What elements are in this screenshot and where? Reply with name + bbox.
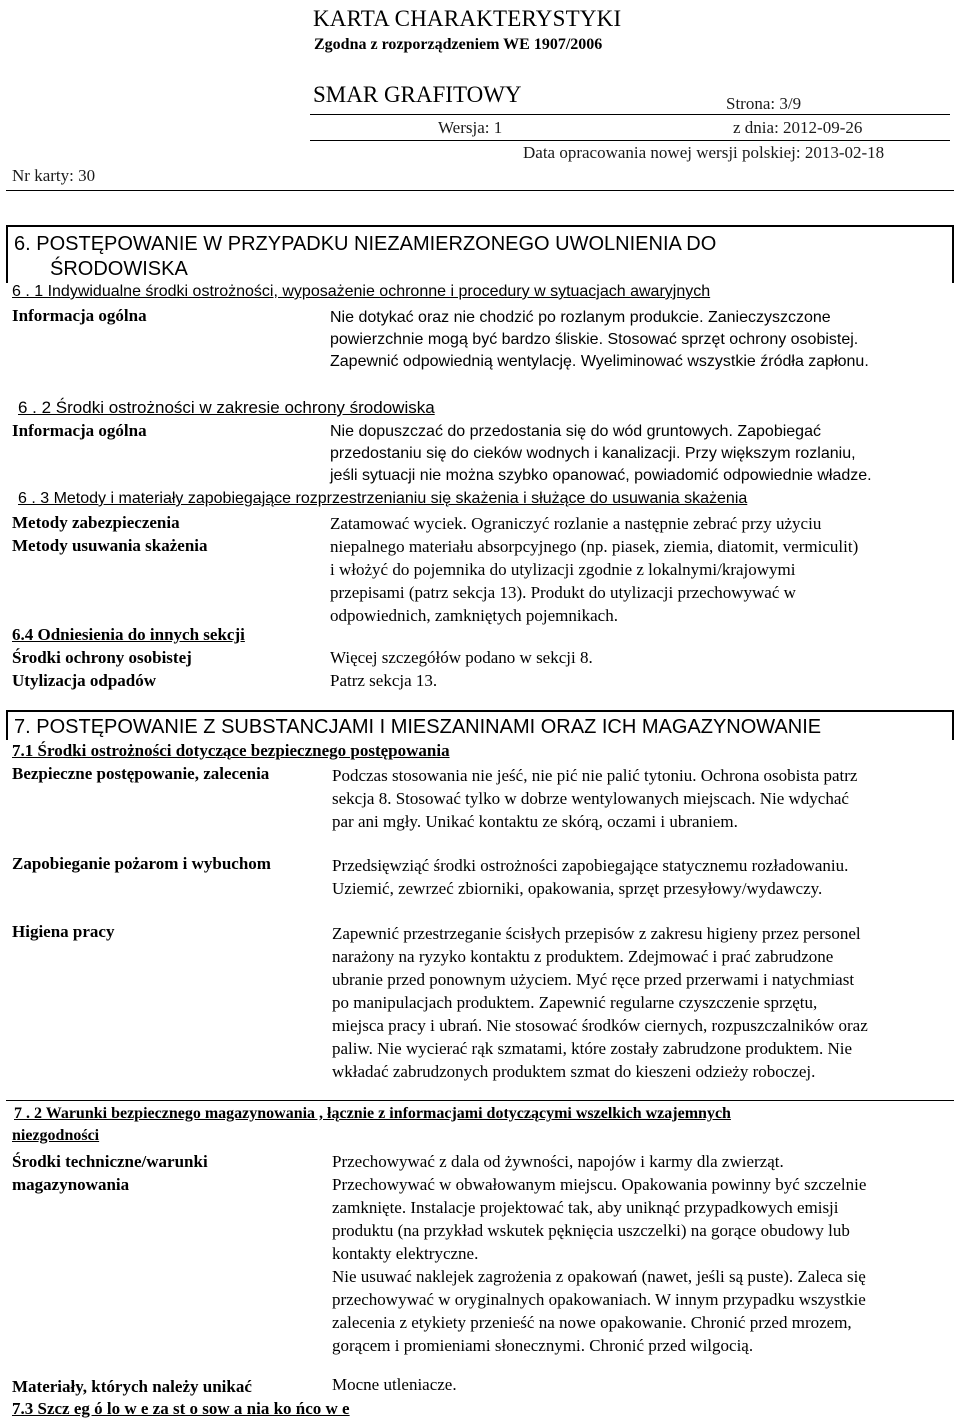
s63-label-cleanup: Metody usuwania skażenia: [12, 536, 208, 555]
version: Wersja: 1: [438, 118, 503, 137]
s72-avoid-label: Materiały, których należy unikać: [12, 1377, 252, 1396]
section7-heading: 7. POSTĘPOWANIE Z SUBSTANCJAMI I MIESZANINAMI ORAZ ICH MAGAZYNOWANIE: [14, 716, 822, 738]
subsection-7-2-title: 7 . 2 Warunki bezpiecznego magazynowania , łącznie z informacjami dotyczącymi wszelkich wzajemnych: [14, 1105, 731, 1122]
s72-top-rule: [6, 1100, 954, 1101]
s63-text: Zatamować wyciek. Ograniczyć rozlanie a następnie zebrać przy użyciu niepalnego materiału absorpcyjnego (np. piasek, ziemia, diatomit, vermiculit) i włożyć do pojemnika do utylizacji zgodnie z lokalnymi/krajowymi przepisami (patrz sekcja 13). Produkt do utylizacji przechowywać w odpowiednich, zamkniętych pojemnikach.: [330, 514, 859, 625]
s71-safe-label: Bezpieczne postępowanie, zalecenia: [12, 764, 270, 783]
header-bottom-rule: [6, 190, 954, 191]
s71-hygiene-label: Higiena pracy: [12, 922, 115, 941]
s64-ppe-value: Więcej szczegółów podano w sekcji 8.: [330, 648, 593, 667]
product-name: SMAR GRAFITOWY: [313, 82, 522, 107]
s64-ppe-label: Środki ochrony osobistej: [12, 648, 192, 667]
subsection-7-2-title-cont: niezgodności: [12, 1127, 100, 1144]
regulation-subtitle: Zgodna z rozporządzeniem WE 1907/2006: [314, 36, 603, 53]
s61-text: Nie dotykać oraz nie chodzić po rozlanym produkcie. Zanieczyszczone powierzchnie mogą być bardzo śliskie. Stosować sprzęt ochrony osobistej. Zapewnić odpowiednią wentylację. Wyeliminować wszystkie źródła zapłonu.: [330, 309, 869, 370]
translation-date: Data opracowania nowej wersji polskiej: 2013-02-18: [523, 143, 885, 162]
section6-heading: 6. POSTĘPOWANIE W PRZYPADKU NIEZAMIERZONEGO UWOLNIENIA DO: [14, 233, 717, 255]
subsection-6-4-title: 6.4 Odniesienia do innych sekcji: [12, 625, 245, 644]
s62-text: Nie dopuszczać do przedostania się do wód gruntowych. Zapobiegać przedostaniu się do cieków wodnych i kanalizacji. Przy większym rozlaniu, jeśli sytuacji nie można szybko opanować, powiadomić odpowiednie władze.: [330, 423, 872, 484]
section6-box-right: [952, 225, 954, 283]
s61-label: Informacja ogólna: [12, 306, 147, 325]
subsection-6-3-title: 6 . 3 Metody i materiały zapobiegające rozprzestrzenianiu się skażenia i służące do usuwania skażenia: [18, 490, 748, 507]
s62-label: Informacja ogólna: [12, 421, 147, 440]
section7-box-top: [6, 710, 954, 712]
subsection-7-1-title: 7.1 Środki ostrożności dotyczące bezpiecznego postępowania: [12, 741, 450, 760]
section7-box-right: [952, 710, 954, 740]
header-rule-2: [310, 140, 950, 141]
card-number: Nr karty: 30: [12, 166, 96, 185]
s71-fire-text: Przedsięwziąć środki ostrożności zapobiegające statycznemu rozładowaniu. Uziemić, zewrzeć zbiorniki, opakowania, sprzęt przesyłowy/wydawczy.: [332, 856, 849, 898]
subsection-6-1-title: 6 . 1 Indywidualne środki ostrożności, wyposażenie ochronne i procedury w sytuacjach awaryjnych: [12, 283, 711, 300]
s72-label: Środki techniczne/warunki magazynowania: [12, 1152, 208, 1194]
section6-heading-cont: ŚRODOWISKA: [50, 258, 188, 280]
section6-box-left: [6, 225, 8, 283]
s71-hygiene-text: Zapewnić przestrzeganie ścisłych przepisów z zakresu higieny przez personel narażony na ryzyko kontaktu z produktem. Zdejmować i prać zabrudzone ubranie przed ponownym użyciem. Myć ręce przed przerwami i natychmiast po manipulacjach produktem. Zapewnić regularne czyszczenie sprzętu, miejsca pracy i ubrań. Nie stosować środków ciernych, rozpuszczalników oraz paliw. Nie wycierać rąk szmatami, które zostały zabrudzone produktem. Nie wkładać zabrudzonych produktem szmat do kieszeni odzieży roboczej.: [332, 924, 868, 1081]
s64-disposal-label: Utylizacja odpadów: [12, 671, 157, 690]
s71-fire-label: Zapobieganie pożarom i wybuchom: [12, 854, 271, 873]
issue-date: z dnia: 2012-09-26: [733, 118, 863, 137]
page-number: Strona: 3/9: [726, 94, 802, 113]
s64-disposal-value: Patrz sekcja 13.: [330, 671, 438, 690]
document-title: KARTA CHARAKTERYSTYKI: [313, 6, 622, 31]
subsection-6-2-title: 6 . 2 Środki ostrożności w zakresie ochrony środowiska: [18, 398, 435, 417]
section7-box-left: [6, 710, 8, 740]
s72-text: Przechowywać z dala od żywności, napojów i karmy dla zwierząt. Przechowywać w obwałowanym miejscu. Opakowania powinny być szczelnie zamknięte. Instalacje projektować tak, aby uniknąć przypadkowych emisji produktu (na przykład wskutek pęknięcia uszczelki) na gorące obudowy lub kontakty elektryczne. Nie usuwać naklejek zagrożenia z opakowań (nawet, jeśli są puste). Zaleca się przechowywać w oryginalnych opakowaniach. W innym przypadku wszystkie zalecenia z etykiety przenieść na nowe opakowanie. Chronić przed mrozem, gorącem i promieniami słonecznymi. Chronić przed wilgocią.: [332, 1152, 867, 1355]
s72-avoid-value: Mocne utleniacze.: [332, 1375, 457, 1394]
subsection-7-3-title: 7.3 Szcz eg ó lo w e za st o sow a nia ko ńco w e: [12, 1399, 350, 1418]
s63-label-containment: Metody zabezpieczenia: [12, 513, 180, 532]
header-rule-1: [310, 114, 950, 115]
s71-safe-text: Podczas stosowania nie jeść, nie pić nie palić tytoniu. Ochrona osobista patrz sekcja 8. Stosować tylko w dobrze wentylowanych miejscach. Nie wdychać par ani mgły. Unikać kontaktu ze skórą, oczami i ubraniem.: [332, 766, 858, 831]
section6-box-top: [6, 225, 954, 227]
